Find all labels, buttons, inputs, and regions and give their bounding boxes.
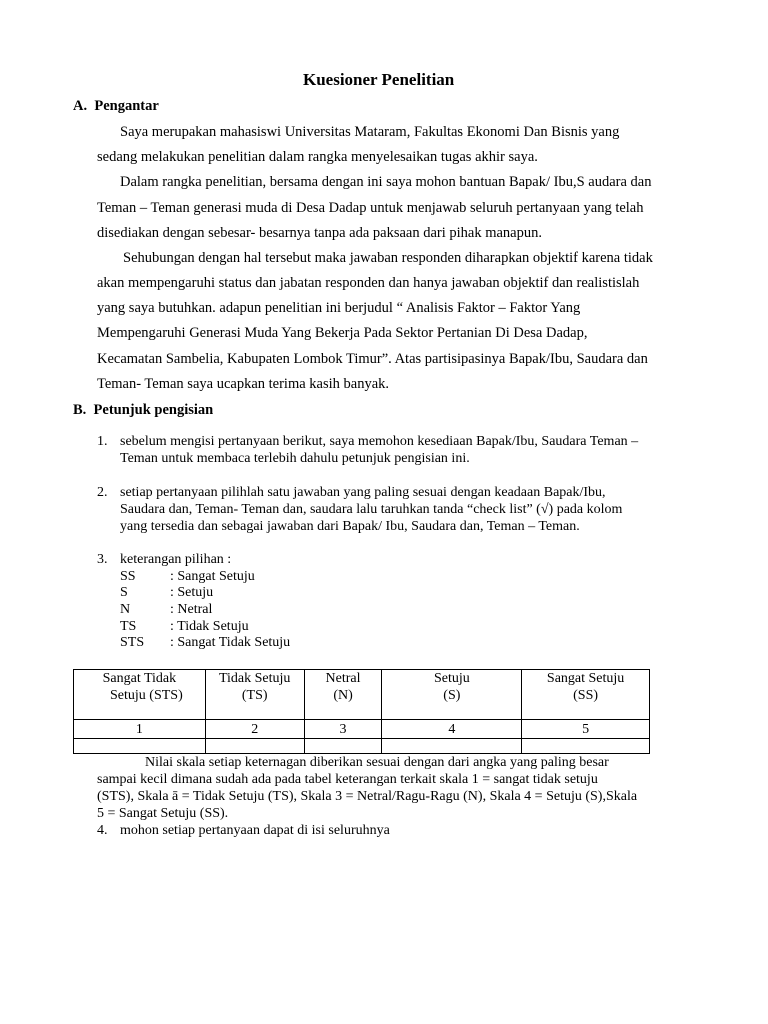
table-header-cell	[205, 670, 304, 720]
list-item-line: yang tersedia dan sebagai jawaban dari Bapak/ Ibu, Saudara dan, Teman – Teman.	[120, 519, 580, 534]
section-a-heading: A. Pengantar	[73, 98, 159, 114]
paragraph-line: Mempengaruhi Generasi Muda Yang Bekerja Pada Sektor Pertanian Di Desa Dadap,	[97, 325, 588, 341]
list-number: 1.	[97, 434, 108, 449]
table-row	[74, 739, 650, 754]
paragraph-line: sedang melakukan penelitian dalam rangka menyelesaikan tugas akhir saya.	[97, 149, 538, 165]
scale-table	[73, 669, 650, 754]
list-item-line: sebelum mengisi pertanyaan berikut, saya memohon kesediaan Bapak/Ibu, Saudara Teman –	[120, 434, 639, 449]
paragraph-line: akan mempengaruhi status dan jabatan responden dan hanya jawaban objektif dan realistislah	[97, 275, 640, 291]
header-line: Sangat Setuju	[546, 671, 625, 686]
note-line: Nilai skala setiap keternagan diberikan sesuai dengan dari angka yang paling besar	[145, 755, 609, 770]
legend-code: TS	[120, 619, 137, 634]
table-cell	[205, 739, 304, 754]
table-header-cell	[522, 670, 650, 720]
list-item-line: setiap pertanyaan pilihlah satu jawaban yang paling sesuai dengan keadaan Bapak/Ibu,	[120, 485, 606, 500]
legend-desc: : Sangat Tidak Setuju	[170, 635, 291, 650]
note-line: sampai kecil dimana sudah ada pada tabel keterangan terkait skala 1 = sangat tidak setuju	[97, 772, 598, 787]
note-line: (STS), Skala ā = Tidak Setuju (TS), Skala 3 = Netral/Ragu-Ragu (N), Skala 4 = Setuju (S),Skala	[97, 789, 638, 804]
table-cell: 1	[74, 720, 206, 739]
legend-code: STS	[120, 635, 145, 650]
legend-code: SS	[120, 569, 136, 584]
legend-desc: : Setuju	[170, 585, 214, 600]
list-number: 3.	[97, 552, 108, 567]
legend-desc: : Sangat Setuju	[170, 569, 255, 584]
header-line: Setuju	[433, 671, 470, 686]
table-header-cell	[382, 670, 522, 720]
header-line: Netral	[325, 671, 361, 686]
header-line: (TS)	[241, 688, 268, 703]
list-number: 2.	[97, 485, 108, 500]
table-cell: 4	[382, 720, 522, 739]
header-line: (N)	[333, 688, 353, 703]
table-header-cell	[74, 670, 206, 720]
legend-code: S	[120, 585, 128, 600]
list-number: 4.	[97, 823, 108, 838]
table-row	[74, 720, 650, 739]
paragraph-line: Dalam rangka penelitian, bersama dengan ini saya mohon bantuan Bapak/ Ibu,S audara dan	[120, 174, 652, 190]
header-line: Setuju (STS)	[110, 688, 183, 703]
page-title: Kuesioner Penelitian	[303, 70, 455, 89]
paragraph-line: Kecamatan Sambelia, Kabupaten Lombok Timur”. Atas partisipasinya Bapak/Ibu, Saudara dan	[97, 351, 648, 367]
list-item-line: Saudara dan, Teman- Teman dan, saudara lalu taruhkan tanda “check list” (√) pada kolom	[120, 502, 623, 517]
header-line: (SS)	[573, 688, 599, 703]
header-line: (S)	[443, 688, 461, 703]
list-item-line: Teman untuk membaca terlebih dahulu petunjuk pengisian ini.	[120, 451, 470, 466]
header-line: Tidak Setuju	[218, 671, 291, 686]
paragraph-line: Sehubungan dengan hal tersebut maka jawaban responden diharapkan objektif karena tidak	[123, 250, 653, 266]
legend-desc: : Netral	[170, 602, 213, 617]
paragraph-line: Saya merupakan mahasiswi Universitas Mataram, Fakultas Ekonomi Dan Bisnis yang	[120, 124, 620, 140]
paragraph-line: Teman- Teman saya ucapkan terima kasih banyak.	[97, 376, 390, 392]
paragraph-line: Teman – Teman generasi muda di Desa Dadap untuk menjawab seluruh pertanyaan yang telah	[97, 200, 644, 216]
list-item-line: mohon setiap pertanyaan dapat di isi seluruhnya	[120, 823, 390, 838]
list-item-line: keterangan pilihan :	[120, 552, 232, 567]
legend-code: N	[120, 602, 131, 617]
table-cell	[74, 739, 206, 754]
table-cell	[304, 739, 382, 754]
note-line: 5 = Sangat Setuju (SS).	[97, 806, 229, 821]
table-cell	[522, 739, 650, 754]
table-cell	[382, 739, 522, 754]
paragraph-line: disediakan dengan sebesar- besarnya tanpa ada paksaan dari pihak manapun.	[97, 225, 542, 241]
table-cell: 2	[205, 720, 304, 739]
table-cell: 5	[522, 720, 650, 739]
table-cell: 3	[304, 720, 382, 739]
header-line: Sangat Tidak	[102, 671, 177, 686]
table-header-row	[74, 670, 650, 720]
legend-desc: : Tidak Setuju	[170, 619, 249, 634]
section-b-heading: B. Petunjuk pengisian	[73, 402, 214, 418]
table-header-cell	[304, 670, 382, 720]
paragraph-line: yang saya butuhkan. adapun penelitian ini berjudul “ Analisis Faktor – Faktor Yang	[97, 300, 581, 316]
